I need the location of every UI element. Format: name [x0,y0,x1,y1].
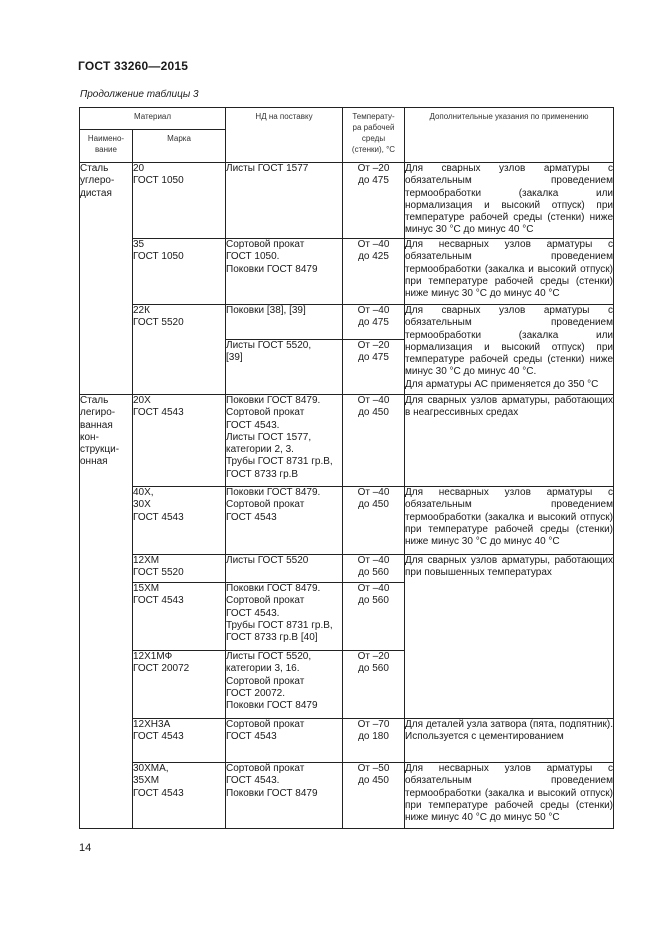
temperature-cell: От –40 до 560 [343,555,405,583]
temperature-cell: От –40 до 450 [343,487,405,555]
table-row [80,763,614,829]
header-notes: Дополнительные указания по применению [405,108,614,163]
nd-cell: Сортовой прокат ГОСТ 4543. Поковки ГОСТ 8479 [226,763,343,829]
header-name: Наимено- вание [80,130,133,163]
note-text-ac: Для арматуры АС применяется до 350 °С [405,378,599,390]
mark-cell: 30ХМА, 35ХМ ГОСТ 4543 [133,763,226,829]
nd-cell: Поковки ГОСТ 8479. Сортовой прокат ГОСТ 4543. Трубы ГОСТ 8731 гр.В, ГОСТ 8733 гр.В [40] [226,583,343,651]
mark-cell: 35 ГОСТ 1050 [133,239,226,305]
mark-cell: 15ХМ ГОСТ 4543 [133,583,226,651]
header-temperature: Температу- ра рабочей среды (стенки), °С [343,108,405,163]
mark-cell: 20Х ГОСТ 4543 [133,395,226,487]
note-cell: Для сварных узлов арматуры, работающих при повышенных температурах [405,555,614,719]
mark-cell: 12ХМ ГОСТ 5520 [133,555,226,583]
table-row [80,305,614,340]
note-cell: Для сварных узлов арматуры, работающих в неагрессивных средах [405,395,614,487]
header-material: Материал [80,108,226,130]
mark-cell: 40Х, 30Х ГОСТ 4543 [133,487,226,555]
mark-cell: 22К ГОСТ 5520 [133,305,226,395]
nd-cell: Листы ГОСТ 1577 [226,163,343,239]
nd-cell: Поковки [38], [39] [226,305,343,340]
nd-cell: Поковки ГОСТ 8479. Сортовой прокат ГОСТ 4543. Листы ГОСТ 1577, категории 2, 3. Трубы ГОСТ 8731 гр.В, ГОСТ 8733 гр.В [226,395,343,487]
table-caption: Продолжение таблицы 3 [80,89,199,100]
materials-table [79,107,614,829]
note-text: Для сварных узлов арматуры с обязательным проведением термообработки (закалка или нормализация и высокий отпуск) при температуре рабочей среды (стенки) ниже минус 30 °С до минус 40 °С. [405,305,613,378]
note-cell [405,305,614,395]
table-row [80,555,614,583]
nd-cell: Сортовой прокат ГОСТ 1050. Поковки ГОСТ 8479 [226,239,343,305]
standard-title: ГОСТ 33260—2015 [78,59,189,73]
temperature-cell: От –20 до 475 [343,163,405,239]
nd-cell: Листы ГОСТ 5520, категории 3, 16. Сортовой прокат ГОСТ 20072. Поковки ГОСТ 8479 [226,651,343,719]
temperature-cell: От –40 до 425 [343,239,405,305]
table-row [80,719,614,763]
header-mark: Марка [133,130,226,163]
temperature-cell: От –70 до 180 [343,719,405,763]
note-cell: Для несварных узлов арматуры с обязательным проведением термообработки (закалка и высокий отпуск) при температуре рабочей среды (стенки) ниже минус 30 °С до минус 40 °С [405,487,614,555]
table-row [80,239,614,305]
material-name-cell: Сталь углеро- дистая [80,163,133,395]
header-nd: НД на поставку [226,108,343,163]
temperature-cell: От –40 до 450 [343,395,405,487]
mark-cell: 12Х1МФ ГОСТ 20072 [133,651,226,719]
page-number: 14 [79,842,92,854]
nd-cell: Листы ГОСТ 5520 [226,555,343,583]
table-row [80,163,614,239]
nd-cell: Сортовой прокат ГОСТ 4543 [226,719,343,763]
temperature-cell: От –20 до 475 [343,340,405,395]
nd-cell: Листы ГОСТ 5520, [39] [226,340,343,395]
table-row [80,487,614,555]
note-cell: Для деталей узла затвора (пята, подпятник). Используется с цементированием [405,719,614,763]
nd-cell: Поковки ГОСТ 8479. Сортовой прокат ГОСТ 4543 [226,487,343,555]
note-cell: Для несварных узлов арматуры с обязательным проведением термообработки (закалка и высокий отпуск) при температуре рабочей среды (стенки) ниже минус 30 °С до минус 40 °С [405,239,614,305]
temperature-cell: От –20 до 560 [343,651,405,719]
mark-cell: 12ХН3А ГОСТ 4543 [133,719,226,763]
mark-cell: 20 ГОСТ 1050 [133,163,226,239]
temperature-cell: От –40 до 475 [343,305,405,340]
note-cell: Для сварных узлов арматуры с обязательным проведением термообработки (закалка или нормализация и высокий отпуск) при температуре рабочей среды (стенки) ниже минус 30 °С до минус 40 °С [405,163,614,239]
table-row [80,395,614,487]
temperature-cell: От –40 до 560 [343,583,405,651]
temperature-cell: От –50 до 450 [343,763,405,829]
note-cell: Для несварных узлов арматуры с обязательным проведением термообработки (закалка и высокий отпуск) при температуре рабочей среды (стенки) ниже минус 40 °С до минус 50 °С [405,763,614,829]
material-name-cell: Сталь легиро- ванная кон- струкци- онная [80,395,133,829]
